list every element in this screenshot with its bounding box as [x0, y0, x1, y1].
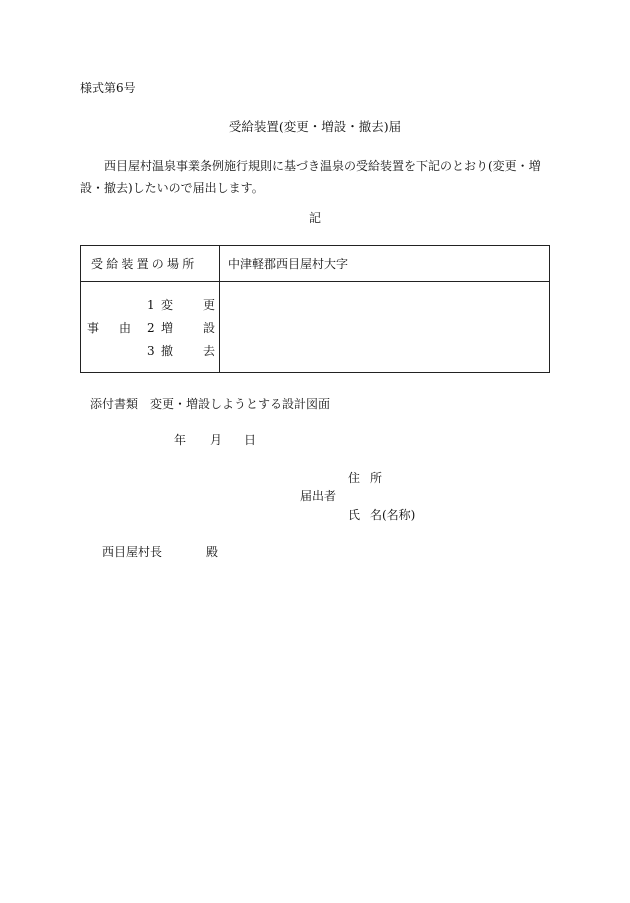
date-day: 日 — [244, 433, 257, 447]
location-value: 中津軽郡西目屋村大字 — [228, 257, 349, 271]
addressee-honorific: 殿 — [206, 545, 219, 559]
table-row-divider — [81, 281, 549, 282]
date-month: 月 — [210, 433, 223, 447]
date-year: 年 — [174, 433, 187, 447]
option-char: 設 — [203, 321, 216, 335]
option-number: 2 — [147, 321, 155, 335]
reason-label-ji: 事 — [87, 321, 100, 335]
reason-label-yu: 由 — [119, 321, 132, 335]
ki-heading: 記 — [308, 211, 321, 225]
name-label-1: 氏 — [348, 508, 361, 522]
form-number: 様式第6号 — [80, 81, 136, 95]
attachment-label: 添付書類 — [90, 397, 139, 411]
option-number: 3 — [147, 344, 155, 358]
option-char: 去 — [203, 344, 216, 358]
addressee-mayor: 西目屋村長 — [102, 545, 163, 559]
option-char: 変 — [161, 298, 174, 312]
location-label: 受給装置の場所 — [91, 257, 198, 271]
option-char: 更 — [203, 298, 216, 312]
attachment-value: 変更・増設しようとする設計図面 — [150, 397, 331, 411]
address-label-1: 住 — [348, 471, 361, 485]
address-label-2: 所 — [370, 471, 383, 485]
body-text: 西目屋村温泉事業条例施行規則に基づき温泉の受給装置を下記のとおり(変更・増設・撤去)したいので届出します。 — [80, 159, 541, 195]
name-label-2: 名(名称) — [370, 508, 416, 522]
table-column-divider — [219, 246, 220, 372]
option-char: 撤 — [161, 344, 174, 358]
option-char: 増 — [161, 321, 174, 335]
details-table — [80, 245, 550, 373]
option-number: 1 — [147, 298, 155, 312]
document-title: 受給装置(変更・増設・撤去)届 — [228, 119, 402, 134]
filer-label: 届出者 — [300, 489, 337, 503]
